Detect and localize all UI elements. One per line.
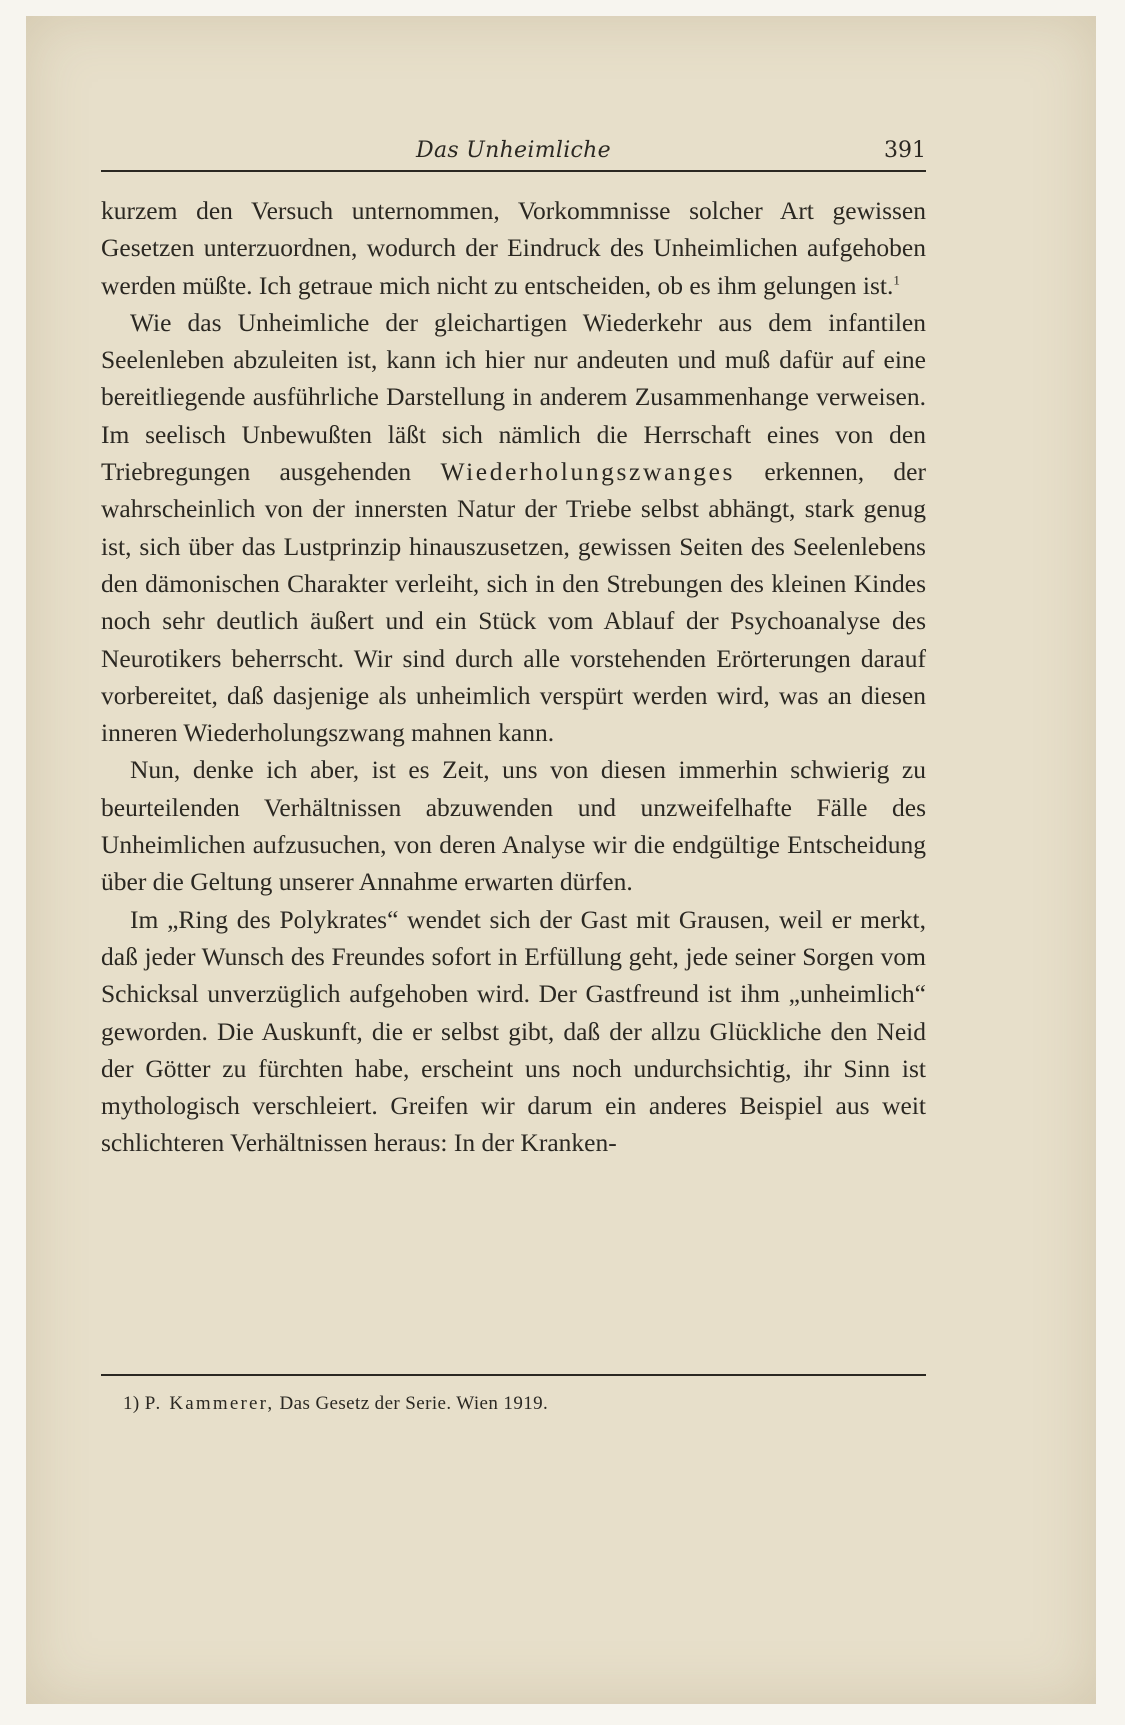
emphasized-term: Wiederholungszwanges: [440, 457, 736, 487]
paragraph-text: Wie das Unheimliche der gleichartigen Wiederkehr aus dem infantilen Seelenleben abzuleiten ist, kann ich hier nur andeuten und muß dafür auf eine bereitliegende ausführliche Darstellung in anderem Zusammenhange verweisen. Im seelisch Unbewußten läßt sich nämlich die Herrschaft eines von den Triebregungen ausgehenden: [101, 307, 926, 487]
running-title: Das Unheimliche: [416, 138, 611, 163]
paragraph-4: [101, 901, 926, 1162]
paragraph-text: erkennen, der wahrscheinlich von der innersten Natur der Triebe selbst abhängt, stark genug ist, sich über das Lustprinzip hinauszusetzen, gewissen Seiten des Seelenlebens den dämonischen Charakter verleiht, sich in den Strebungen des kleinen Kindes noch sehr deutlich äußert und ein Stück vom Ablauf der Psychoanalyse des Neurotikers beherrscht. Wir sind durch alle vorstehenden Erörterungen darauf vorbereitet, daß dasjenige als unheimlich verspürt werden wird, was an diesen inneren Wiederholungszwang mahnen kann.: [101, 457, 926, 748]
body-text: [101, 192, 926, 1162]
page-number: 391: [884, 138, 926, 163]
footnote: [123, 1393, 548, 1415]
page-header: [101, 138, 926, 172]
paragraph-text: kurzem den Versuch unternommen, Vorkommnisse solcher Art gewissen Gesetzen unterzuordnen, wodurch der Eindruck des Unheimlichen aufgehoben werden müßte. Ich getraue mich nicht zu entscheiden, ob es ihm gelungen ist.: [101, 196, 926, 300]
paragraph-1: [101, 192, 926, 304]
footnote-author: P. Kammerer,: [144, 1393, 275, 1414]
paragraph-text: Nun, denke ich aber, ist es Zeit, uns von diesen immerhin schwierig zu beurteilenden Verhältnissen abzuwenden und unzweifelhafte Fälle des Unheimlichen aufzusuchen, von deren Analyse wir die endgültige Entscheidung über die Geltung unserer Annahme erwarten dürfen.: [101, 755, 926, 897]
footnote-reference: 1: [893, 272, 900, 288]
paragraph-2: [101, 304, 926, 752]
paragraph-text: Im „Ring des Polykrates“ wendet sich der Gast mit Grausen, weil er merkt, daß jeder Wunsch des Freundes sofort in Erfüllung geht, jede seiner Sorgen vom Schicksal unverzüglich aufgehoben wird. Der Gastfreund ist ihm „unheimlich“ geworden. Die Auskunft, die er selbst gibt, daß der allzu Glückliche den Neid der Götter zu fürchten habe, erscheint uns noch undurchsichtig, ihr Sinn ist mythologisch verschleiert. Greifen wir darum ein anderes Beispiel aus weit schlichteren Verhältnissen heraus: In der Kranken-: [101, 904, 926, 1158]
footnote-divider: [101, 1374, 926, 1376]
footnote-text: Das Gesetz der Serie. Wien 1919.: [274, 1393, 549, 1414]
paragraph-3: [101, 751, 926, 900]
footnote-marker: 1): [123, 1393, 140, 1414]
